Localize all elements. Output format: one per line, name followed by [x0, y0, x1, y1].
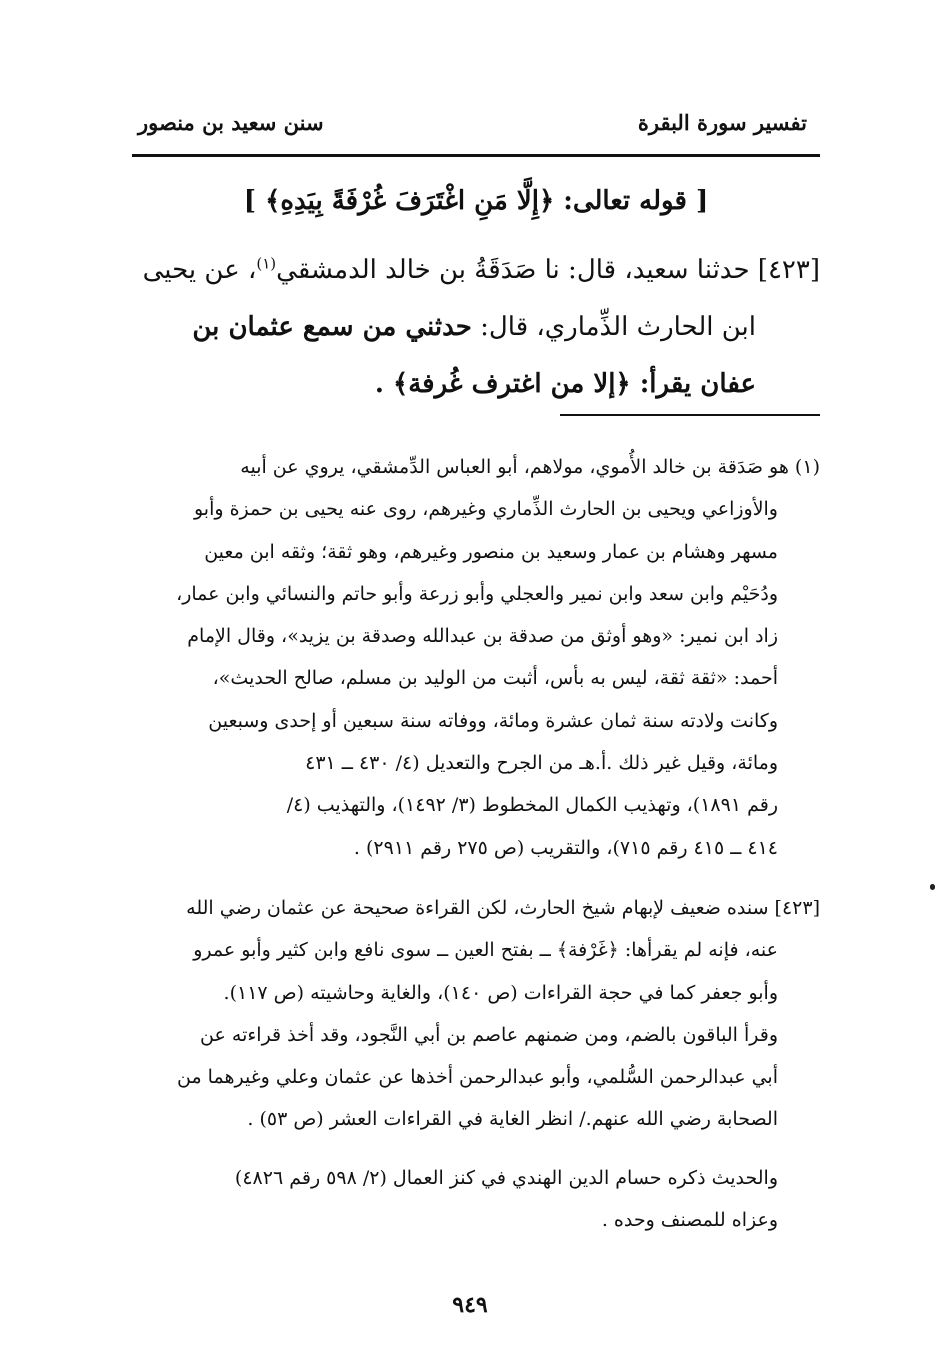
footnote-line: [٤٢٣] سنده ضعيف لإبهام شيخ الحارث، لكن القراءة صحيحة عن عثمان رضي الله — [186, 897, 820, 919]
header-book-title: سنن سعيد بن منصور — [138, 110, 324, 135]
footnote-line: وأبو جعفر كما في حجة القراءات (ص ١٤٠)، والغاية وحاشيته (ص ١١٧). — [223, 981, 778, 1004]
footnote-line: ودُحَيْم وابن سعد وابن نمير والعجلي وأبو زرعة وأبو حاتم والنسائي وابن عمار، — [176, 582, 778, 605]
footnote-line: والحديث ذكره حسام الدين الهندي في كنز العمال (٢/ ٥٩٨ رقم ٤٨٢٦) — [234, 1167, 778, 1189]
footnote-line: ٤١٤ ــ ٤١٥ رقم ٧١٥)، والتقريب (ص ٢٧٥ رقم ٢٩١١) . — [353, 836, 778, 859]
header-chapter-title: تفسير سورة البقرة — [637, 110, 807, 135]
footnote-line: عنه، فإنه لم يقرأها: ﴿غَرْفة﴾ ــ بفتح العين ــ سوى نافع وابن كثير وأبو عمرو — [193, 939, 778, 962]
footnote-line: وقرأ الباقون بالضم، ومن ضمنهم عاصم بن أبي النَّجود، وقد أخذ قراءته عن — [200, 1023, 778, 1046]
footnote-line: أبي عبدالرحمن السُّلمي، وأبو عبدالرحمن أخذها عن عثمان وعلي وغيرهما من — [177, 1066, 778, 1089]
footnote-ref: (١) — [256, 254, 277, 273]
footnote-line: ومائة، وقيل غير ذلك .أ.هـ من الجرح والتعديل (٤/ ٤٣٠ ــ ٤٣١ — [305, 752, 778, 775]
hadith-text — [120, 242, 820, 413]
footnote-line: الصحابة رضي الله عنهم./ انظر الغاية في القراءات العشر (ص ٥٣) . — [247, 1108, 778, 1131]
footnote-2 — [120, 887, 820, 1141]
footnote-line: أحمد: «ثقة ثقة، ليس به بأس، أثبت من الوليد بن مسلم، صالح الحديث»، — [212, 667, 778, 690]
hadith-line-3: عفان يقرأ: ﴿إلا من اغترف غُرفة﴾ . — [374, 369, 756, 399]
footnote-3 — [120, 1157, 820, 1242]
footnote-line: مسهر وهشام بن عمار وسعيد بن منصور وغيرهم، وهو ثقة؛ وثقه ابن معين — [204, 540, 778, 563]
header-rule — [132, 154, 820, 157]
hadith-line-2: ابن الحارث الذِّماري، قال: حدثني من سمع عثمان بن — [192, 312, 756, 342]
footnote-line: رقم ١٨٩١)، وتهذيب الكمال المخطوط (٣/ ١٤٩٢)، والتهذيب (٤/ — [286, 794, 778, 817]
footnote-line: وكانت ولادته سنة ثمان عشرة ومائة، ووفاته سنة سبعين أو إحدى وسبعين — [208, 709, 778, 732]
footnote-line: زاد ابن نمير: «وهو أوثق من صدقة بن عبدالله وصدقة بن يزيد»، وقال الإمام — [187, 625, 778, 648]
footnote-1 — [120, 446, 820, 869]
scan-speck — [930, 884, 935, 890]
hadith-line-1: [٤٢٣] حدثنا سعيد، قال: نا صَدَقَةُ بن خالد الدمشقي$^{(١)}$، عن يحيى — [142, 254, 820, 285]
footnote-line: (١) هو صَدَقة بن خالد الأُموي، مولاهم، أبو العباس الدِّمشقي، يروي عن أبيه — [240, 456, 820, 478]
section-heading: [ قوله تعالى: ﴿إِلَّا مَنِ اغْتَرَفَ غُرْفَةً بِيَدِهِ﴾ ] — [243, 186, 709, 216]
footnote-separator — [560, 414, 820, 416]
page-number: ٩٤٩ — [452, 1292, 488, 1318]
footnote-line: والأوزاعي ويحيى بن الحارث الذِّماري وغيرهم، روى عنه يحيى بن حمزة وأبو — [193, 498, 778, 521]
footnote-line: وعزاه للمصنف وحده . — [601, 1209, 778, 1232]
